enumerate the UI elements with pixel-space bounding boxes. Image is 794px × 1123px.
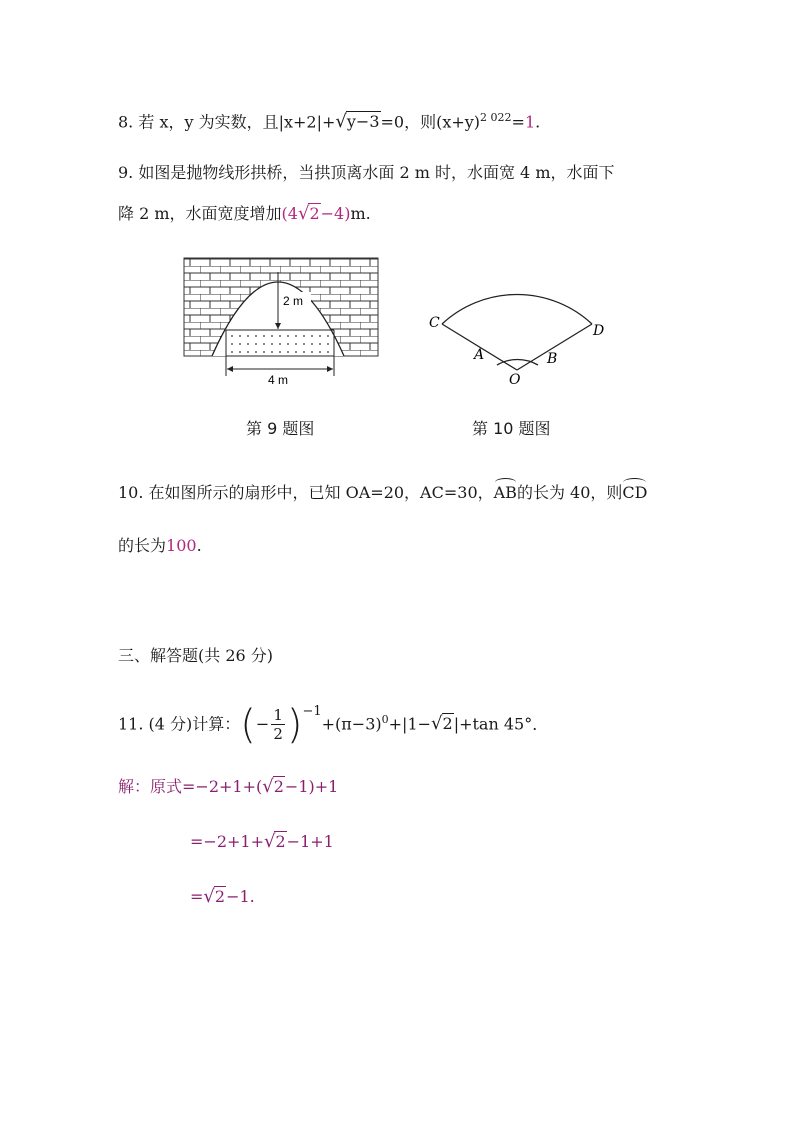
label-a: A [474, 347, 485, 363]
q11-fraction: $\frac{1}{2}$ [273, 706, 283, 744]
arc-cd [442, 294, 592, 324]
height-label: 2 m [283, 294, 304, 308]
question-8 [118, 106, 540, 134]
q10-answer: 100 [166, 536, 197, 555]
q11-part3: +|1− [388, 714, 432, 734]
arc-ab-notation: AB [494, 481, 517, 505]
width-label: 4 m [268, 373, 289, 387]
solution-line-2: =−2+1+√2−1+1 [190, 831, 334, 852]
q9-line2-prefix: 降 2 m，水面宽度增加 [118, 204, 282, 223]
q8-end: . [535, 112, 541, 132]
q8-suffix: =0，则(x+y) [380, 112, 481, 132]
q11-zero-exp: 0 [381, 713, 389, 726]
section-3-title: 三、解答题(共 26 分) [118, 646, 274, 665]
sqrt-icon: √ [263, 831, 276, 852]
label-b: B [547, 351, 558, 367]
q11-frac-sign: − [255, 714, 270, 734]
q11-radicand: 2 [442, 714, 453, 734]
water-region [226, 330, 334, 356]
sqrt-icon: √ [262, 776, 274, 797]
q11-part4: |+tan 45°． [453, 714, 549, 734]
figure-9-arch-bridge [180, 252, 380, 392]
q9-line2-suffix: m. [350, 204, 371, 223]
q8-prefix: 8. 若 x，y 为实数，且|x+2|+ [118, 112, 336, 132]
q10-line2-prefix: 的长为 [118, 536, 167, 555]
figure-10-sector [420, 270, 620, 390]
q8-eq: = [511, 112, 525, 132]
q11-part2: +(π−3) [321, 714, 382, 734]
figure-10-caption: 第 10 题图 [472, 419, 551, 438]
sqrt-icon: √ [335, 111, 347, 133]
q8-radicand: y−3 [346, 112, 380, 132]
q10-middle: 的长为 40，则 [516, 483, 623, 502]
q8-answer: 1 [524, 112, 536, 132]
label-c: C [429, 315, 440, 331]
question-10-line1 [118, 481, 647, 505]
q9-answer: (4√2−4) [281, 203, 351, 224]
q10-end: . [196, 536, 202, 555]
sqrt-icon: √ [431, 713, 443, 735]
arc-cd-notation: CD [622, 481, 647, 505]
question-9-line2 [118, 202, 371, 226]
solution-line-3: =√2−1. [190, 886, 255, 907]
q9-line1: 9. 如图是抛物线形拱桥，当拱顶离水面 2 m 时，水面宽 4 m，水面下 [118, 163, 615, 182]
question-10-line2 [118, 534, 202, 558]
solution-line-1: 解：原式=−2+1+(√2−1)+1 [118, 776, 339, 797]
q11-neg-exp: −1 [302, 704, 322, 719]
sqrt-icon: √ [297, 203, 310, 224]
figure-9-caption: 第 9 题图 [246, 419, 315, 438]
question-9-line1 [118, 161, 615, 185]
q10-prefix: 10. 在如图所示的扇形中，已知 OA=20，AC=30， [118, 483, 494, 502]
label-o: O [509, 372, 521, 388]
question-11: 11. (4 分)计算：(− $\frac{1}{2}$ )$^{-1}+(\pi-3)^0+|1-√2|+\tan$ 45°． [118, 701, 549, 748]
q11-prefix: 11. (4 分)计算： [118, 714, 241, 734]
label-d: D [593, 323, 605, 339]
sqrt-icon: √ [203, 886, 215, 907]
q8-exponent: 2 022 [480, 111, 512, 124]
